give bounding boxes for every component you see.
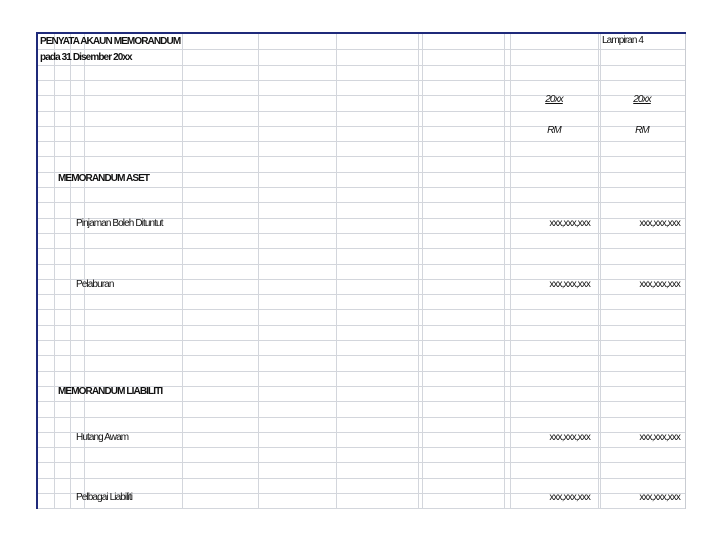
row-label: Pelaburan [76, 279, 114, 290]
column-year-2: 20xx [633, 94, 651, 105]
section-heading-liabilities: MEMORANDUM LIABILITI [58, 386, 163, 397]
row-label: Pelbagai Liabiliti [76, 492, 133, 503]
column-year-1: 20xx [545, 94, 563, 105]
column-currency-1: RM [547, 125, 561, 136]
section-heading-assets: MEMORANDUM ASET [58, 173, 150, 184]
row-value: xxx,xxx,xxx [639, 279, 680, 290]
row-value: xxx,xxx,xxx [639, 218, 680, 229]
statement-title: PENYATA AKAUN MEMORANDUM [40, 36, 181, 47]
column-currency-2: RM [635, 125, 649, 136]
row-value: xxx,xxx,xxx [639, 432, 680, 443]
row-label: Pinjaman Boleh Dituntut [76, 218, 163, 229]
statement-subtitle: pada 31 Disember 20xx [40, 52, 132, 63]
appendix-label: Lampiran 4 [602, 35, 644, 46]
row-value: xxx,xxx,xxx [549, 279, 590, 290]
spreadsheet [36, 32, 686, 509]
row-value: xxx,xxx,xxx [549, 432, 590, 443]
row-value: xxx,xxx,xxx [639, 492, 680, 503]
row-value: xxx,xxx,xxx [549, 218, 590, 229]
row-value: xxx,xxx,xxx [549, 492, 590, 503]
row-label: Hutang Awam [76, 432, 129, 443]
